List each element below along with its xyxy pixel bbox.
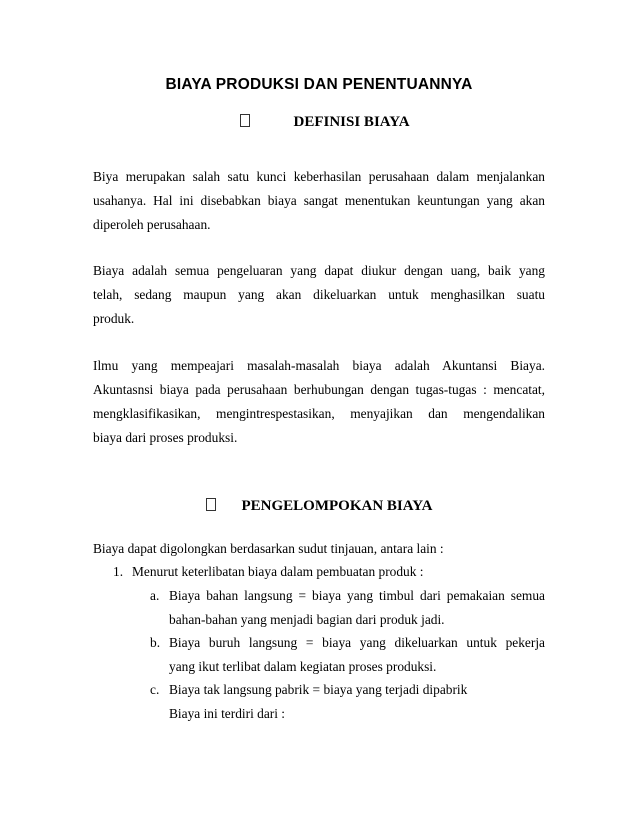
section-heading-pengelompokan: [206, 498, 433, 515]
sub-list-item-c: [169, 678, 545, 726]
paragraph-line: telah, sedang maupun yang akan dikeluarkan untuk menghasilkan suatu: [93, 287, 545, 302]
sub-item-line: Biaya ini terdiri dari :: [169, 706, 286, 721]
paragraph-line: Ilmu yang mempeajari masalah-masalah biaya adalah Akuntansi Biaya.: [93, 358, 545, 373]
sub-list-marker: a.: [150, 588, 160, 603]
sub-item-line: yang ikut terlibat dalam kegiatan proses produksi.: [169, 659, 437, 674]
paragraph-line: usahanya. Hal ini disebabkan biaya sangat menentukan keuntungan yang akan: [93, 193, 545, 208]
paragraph-line: Akuntasnsi biaya pada perusahaan berhubungan dengan tugas-tugas : mencatat,: [93, 382, 545, 397]
sub-item-line: Biaya buruh langsung = biaya yang dikeluarkan untuk pekerja: [169, 635, 545, 650]
sub-item-line: bahan-bahan yang menjadi bagian dari produk jadi.: [169, 612, 445, 627]
sub-list-marker: c.: [150, 682, 160, 697]
sub-list-item-a: [169, 584, 545, 632]
paragraph-line: Biaya adalah semua pengeluaran yang dapat diukur dengan uang, baik yang: [93, 263, 545, 278]
paragraph-line: biaya dari proses produksi.: [93, 430, 238, 445]
sub-list-marker: b.: [150, 635, 161, 650]
list-intro: Biaya dapat digolongkan berdasarkan sudut tinjauan, antara lain :: [93, 541, 444, 556]
section-heading-label: PENGELOMPOKAN BIAYA: [241, 498, 433, 514]
paragraph-line: mengklasifikasikan, mengintrespestasikan, menyajikan dan mengendalikan: [93, 406, 545, 421]
section-heading-label: DEFINISI BIAYA: [293, 114, 410, 130]
paragraph-line: diperoleh perusahaan.: [93, 217, 211, 232]
sub-list-item-b: [169, 631, 545, 679]
section-heading-definisi: [240, 114, 410, 131]
sub-item-line: Biaya tak langsung pabrik = biaya yang terjadi dipabrik: [169, 682, 468, 697]
paragraph-1: [93, 165, 545, 237]
list-marker: 1.: [113, 564, 124, 579]
square-bullet-icon: [240, 114, 250, 127]
sub-item-line: Biaya bahan langsung = biaya yang timbul dari pemakaian semua: [169, 588, 545, 603]
square-bullet-icon: [206, 498, 216, 511]
paragraph-2: [93, 259, 545, 331]
paragraph-line: Biya merupakan salah satu kunci keberhasilan perusahaan dalam menjalankan: [93, 169, 545, 184]
document-title: BIAYA PRODUKSI DAN PENENTUANNYA: [165, 76, 473, 93]
list-item-text: Menurut keterlibatan biaya dalam pembuatan produk :: [132, 564, 424, 579]
paragraph-line: produk.: [93, 311, 135, 326]
paragraph-3: [93, 354, 545, 450]
